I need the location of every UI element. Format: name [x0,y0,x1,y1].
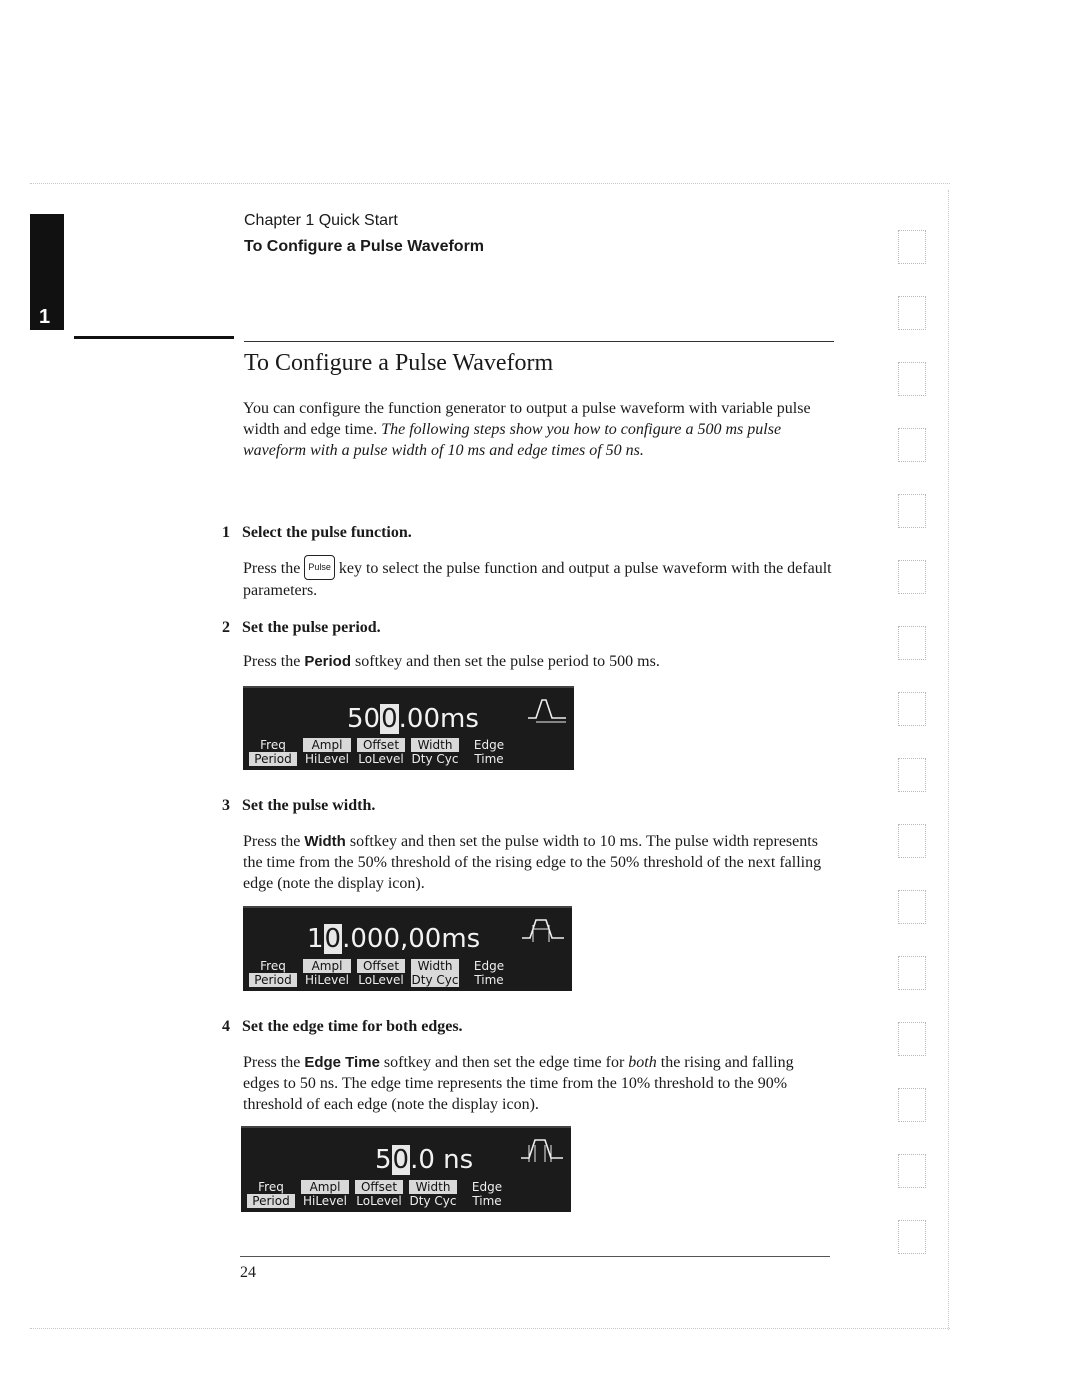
step-4-heading: 4 Set the edge time for both edges. [222,1018,463,1035]
step-3-text: Press the Width softkey and then set the pulse width to 10 ms. The pulse width represents the time from the 50% threshold of the rising edge to the 50% threshold of the next falling edge (note the display icon). [243,833,822,892]
chapter-tab-number: 1 [39,306,51,328]
step-2-text: Press the Period softkey and then set the pulse period to 500 ms. [243,653,660,670]
softkey-offset-lolevel[interactable]: Offset LoLevel [356,1180,402,1208]
display-value: 500.00ms [347,704,479,734]
intro-paragraph [243,398,833,461]
pulse-width-icon [520,914,566,944]
softkey-offset-lolevel[interactable]: Offset LoLevel [358,959,404,987]
softkey-ampl-hilevel[interactable]: Ampl HiLevel [302,1180,348,1208]
softkey-bar [245,959,570,989]
step-1-text: Press the Pulse key to select the pulse function and output a pulse waveform with the default parameters. [243,555,833,601]
step-4-text: Press the Edge Time softkey and then set the edge time for both the rising and falling edges to 50 ns. The edge time represents the time from the 10% threshold to the 90% threshold of each edge (note the display icon). [243,1054,794,1113]
display-width [243,906,572,991]
softkey-ampl-hilevel[interactable]: Ampl HiLevel [304,959,350,987]
display-value: 10.000,00ms [307,924,481,954]
page-number: 24 [240,1264,256,1281]
softkey-freq-period[interactable]: Freq Period [249,959,297,987]
softkey-bar [243,1180,569,1210]
running-header-chapter: Chapter 1 Quick Start [244,212,398,229]
softkey-bar [245,738,572,768]
softkey-freq-period[interactable]: Freq Period [249,738,297,766]
softkey-edge-time[interactable]: Edge Time [473,738,505,766]
pulse-period-icon [526,694,568,724]
softkey-width-dtycyc[interactable]: Width Dty Cyc [409,1180,457,1208]
chapter-tab [30,214,64,330]
display-edge-time [241,1126,571,1212]
softkey-width-dtycyc[interactable]: Width Dty Cyc [411,959,459,987]
softkey-edge-time[interactable]: Edge Time [471,1180,503,1208]
running-header-section: To Configure a Pulse Waveform [244,238,485,255]
step-2-heading: 2 Set the pulse period. [222,619,381,636]
display-period [243,686,574,770]
softkey-width-dtycyc[interactable]: Width Dty Cyc [411,738,459,766]
intro-plain: You can configure the function generator to output a pulse waveform with variable pulse width and edge time. [243,400,811,438]
page-title: To Configure a Pulse Waveform [244,350,554,376]
step-1-heading: 1 Select the pulse function. [222,524,412,541]
section-rule [244,341,834,342]
step-3-heading: 3 Set the pulse width. [222,797,376,814]
scan-edge-right [948,190,949,1330]
footer-rule [240,1256,830,1257]
softkey-ampl-hilevel[interactable]: Ampl HiLevel [304,738,350,766]
edge-time-icon [519,1134,565,1164]
margin-checkboxes [898,230,928,1286]
pulse-key-icon: Pulse [304,555,335,580]
intro-italic: The following steps show you how to configure a 500 ms pulse waveform with a pulse width of 10 ms and edge times of 50 ns. [243,421,782,459]
softkey-freq-period[interactable]: Freq Period [247,1180,295,1208]
softkey-offset-lolevel[interactable]: Offset LoLevel [358,738,404,766]
scan-edge-bottom [30,1328,950,1329]
chapter-rule [74,336,234,339]
scan-edge-top [30,183,950,184]
display-value: 50.0 ns [375,1145,474,1175]
softkey-edge-time[interactable]: Edge Time [473,959,505,987]
